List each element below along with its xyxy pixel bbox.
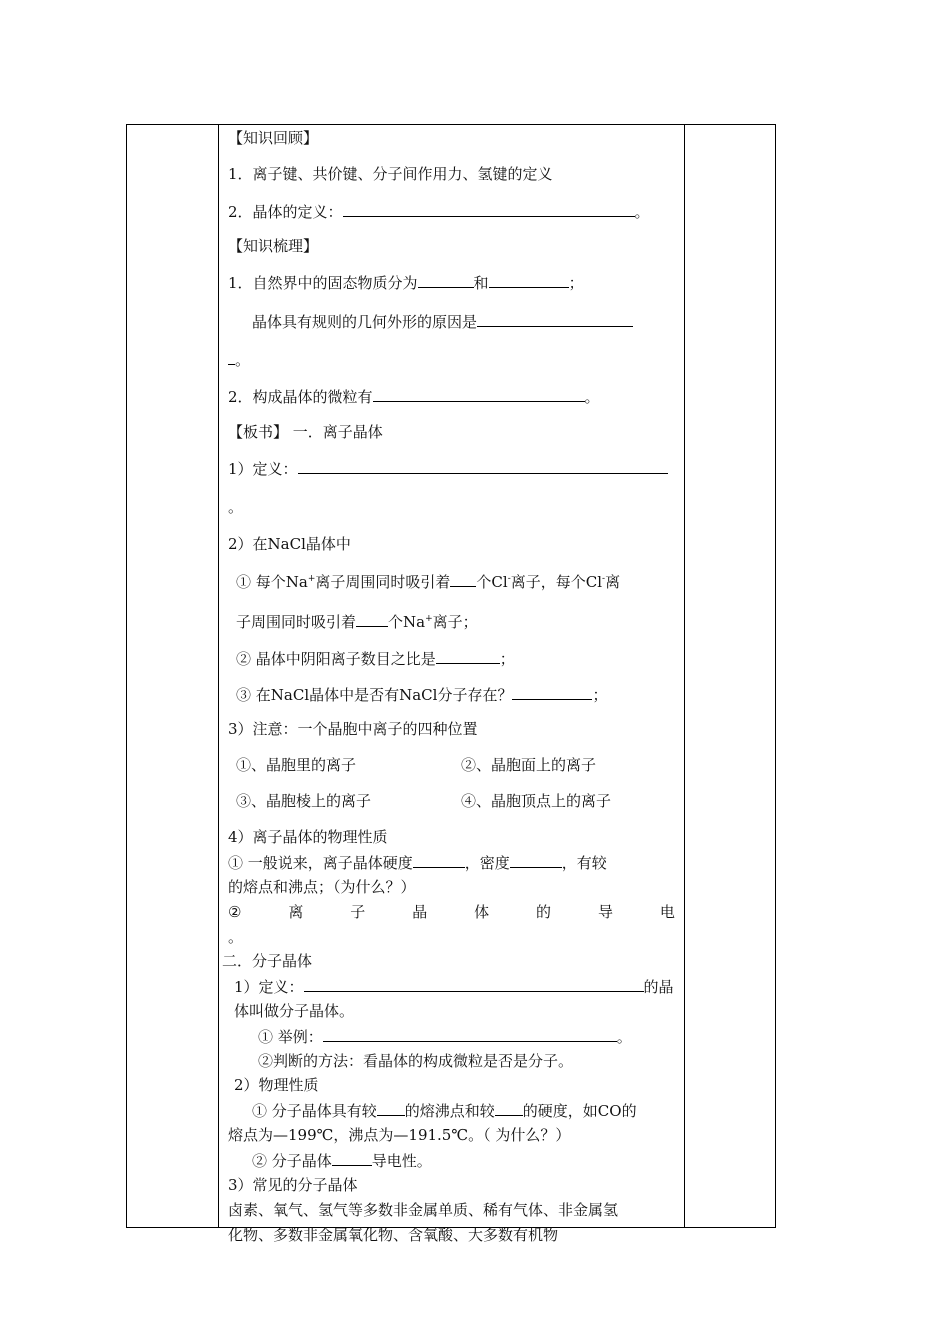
common-molecular-heading: 3）常见的分子晶体 (228, 1176, 358, 1194)
board-heading: 【板书】 一．离子晶体 (228, 423, 383, 441)
answer-blank (377, 1101, 405, 1116)
nacl-item-2: ② 晶体中阴阳离子数目之比是 ； (236, 650, 515, 668)
answer-blank (304, 977, 644, 992)
answer-blank (495, 1101, 523, 1116)
answer-blank (343, 202, 635, 217)
nacl-item-1: ① 每个Na+离子周围同时吸引着 个Cl-离子，每个Cl-离 (236, 573, 621, 591)
ionic-physical-heading: 4）离子晶体的物理性质 (228, 828, 388, 846)
answer-blank (512, 685, 592, 700)
common-molecular-1: 卤素、氧气、氢气等多数非金属单质、稀有气体、非金属氢 (228, 1201, 619, 1219)
molecular-definition-cont: 体叫做分子晶体。 (234, 1002, 355, 1020)
answer-blank (477, 312, 633, 327)
sort-item-1: 1．自然界中的固态物质分为 和 ； (228, 274, 584, 292)
note-heading: 3）注意：一个晶胞中离子的四种位置 (228, 720, 478, 738)
answer-blank (356, 612, 388, 627)
review-item-2: 2．晶体的定义： 。 (228, 203, 650, 221)
ionic-physical-2-end: 。 (228, 928, 244, 946)
answer-blank (489, 273, 569, 288)
review-heading: 【知识回顾】 (228, 129, 319, 147)
review-item-1: 1．离子键、共价键、分子间作用力、氢键的定义 (228, 165, 553, 183)
answer-blank (450, 572, 476, 587)
ionic-definition: 1）定义： (228, 459, 668, 478)
position-1: ①、晶胞里的离子 (236, 756, 357, 774)
answer-blank (373, 387, 585, 402)
position-2: ②、晶胞面上的离子 (461, 756, 597, 774)
answer-blank (413, 853, 465, 868)
ionic-physical-2: ② 离 子 晶 体 的 导 电 (228, 903, 675, 921)
sort-heading: 【知识梳理】 (228, 237, 319, 255)
answer-blank (332, 1151, 372, 1166)
ionic-definition-end: 。 (228, 498, 244, 516)
ionic-physical-1-cont: 的熔点和沸点；（为什么？） (228, 878, 416, 896)
answer-blank (418, 273, 474, 288)
molecular-judge: ②判断的方法：看晶体的构成微粒是否是分子。 (258, 1052, 574, 1070)
common-molecular-2: 化物、多数非金属氧化物、含氧酸、大多数有机物 (228, 1226, 559, 1244)
molecular-physical-heading: 2）物理性质 (234, 1076, 319, 1094)
ionic-physical-1: ① 一般说来，离子晶体硬度 ，密度 ，有较 (228, 854, 607, 872)
nacl-item-3: ③ 在NaCl晶体中是否有NaCl分子存在？ ； (236, 686, 608, 704)
molecular-physical-1-cont: 熔点为—199℃，沸点为—191.5℃。（ 为什么？） (228, 1126, 571, 1144)
answer-blank (228, 350, 235, 365)
molecular-heading: 二．分子晶体 (222, 952, 313, 970)
molecular-definition: 1）定义： 的晶 (234, 978, 674, 996)
sort-item-1-reason-end: 。 (228, 350, 250, 369)
answer-blank (298, 459, 668, 474)
nacl-heading: 2）在NaCl晶体中 (228, 535, 351, 553)
sort-item-1-reason: 晶体具有规则的几何外形的原因是 (252, 312, 633, 331)
molecular-physical-1: ① 分子晶体具有较 的熔沸点和较 的硬度，如CO的 (252, 1102, 637, 1120)
sort-item-2: 2．构成晶体的微粒有 。 (228, 388, 600, 406)
answer-blank (323, 1027, 617, 1042)
position-4: ④、晶胞顶点上的离子 (461, 792, 612, 810)
column-divider-right (684, 124, 685, 1228)
nacl-item-1-cont: 子周围同时吸引着 个Na+离子； (236, 613, 478, 631)
position-3: ③、晶胞棱上的离子 (236, 792, 372, 810)
answer-blank (436, 649, 500, 664)
molecular-physical-2: ② 分子晶体 导电性。 (252, 1152, 432, 1170)
column-divider-left (218, 124, 219, 1228)
answer-blank (510, 853, 562, 868)
molecular-example: ① 举例： 。 (258, 1028, 632, 1046)
